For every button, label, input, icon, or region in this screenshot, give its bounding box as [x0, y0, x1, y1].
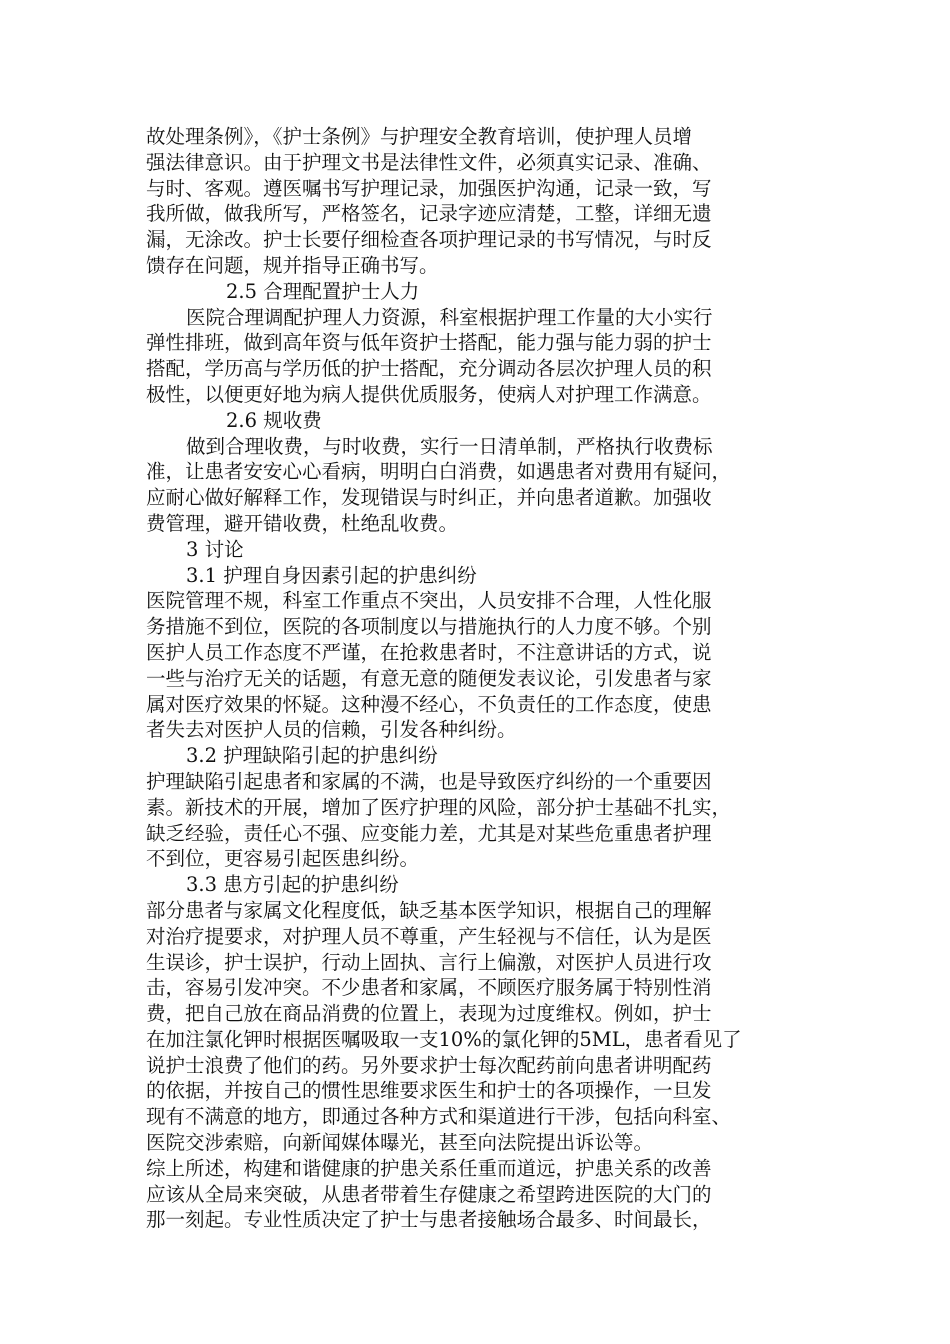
text-line: 我所做，做我所写，严格签名，记录字迹应清楚，工整，详细无遗: [146, 202, 712, 226]
text-line: 馈存在问题，规并指导正确书写。: [146, 253, 439, 277]
text-line: 3.3 患方引起的护患纠纷: [186, 873, 399, 897]
text-line: 生误诊，护士误护，行动上固执、言行上偏激，对医护人员进行攻: [146, 950, 712, 974]
text-line: 综上所述，构建和谐健康的护患关系任重而道远，护患关系的改善: [146, 1156, 712, 1180]
document-body: [146, 124, 826, 1233]
text-line: 与时、客观。遵医嘱书写护理记录，加强医护沟通，记录一致，写: [146, 176, 712, 200]
text-line: 素。新技术的开展，增加了医疗护理的风险，部分护士基础不扎实，: [146, 795, 732, 819]
text-line: 在加注氯化钾时根据医嘱吸取一支10%的氯化钾的5ML，患者看见了: [146, 1027, 742, 1051]
text-line: 费管理，避开错收费，杜绝乱收费。: [146, 511, 459, 535]
text-line: 说护士浪费了他们的药。另外要求护士每次配药前向患者讲明配药: [146, 1053, 712, 1077]
text-line: 医护人员工作态度不严谨，在抢救患者时，不注意讲话的方式，说: [146, 640, 712, 664]
text-line: 3 讨论: [186, 537, 244, 561]
text-line: 2.5 合理配置护士人力: [226, 279, 420, 303]
text-line: 准，让患者安安心心看病，明明白白消费，如遇患者对费用有疑问，: [146, 460, 732, 484]
text-line: 3.2 护理缺陷引起的护患纠纷: [186, 744, 438, 768]
text-line: 护理缺陷引起患者和家属的不满，也是导致医疗纠纷的一个重要因: [146, 769, 712, 793]
text-line: 对治疗提要求，对护理人员不尊重，产生轻视与不信任，认为是医: [146, 924, 712, 948]
text-line: 漏，无涂改。护士长要仔细检查各项护理记录的书写情况，与时反: [146, 228, 712, 252]
text-line: 缺乏经验，责任心不强、应变能力差，尤其是对某些危重患者护理: [146, 821, 712, 845]
text-line: 2.6 规收费: [226, 408, 322, 432]
text-line: 那一刻起。专业性质决定了护士与患者接触场合最多、时间最长，: [146, 1208, 712, 1232]
text-line: 做到合理收费，与时收费，实行一日清单制，严格执行收费标: [186, 434, 713, 458]
text-line: 极性，以便更好地为病人提供优质服务，使病人对护理工作满意。: [146, 382, 712, 406]
text-line: 医院合理调配护理人力资源，科室根据护理工作量的大小实行: [186, 305, 713, 329]
text-line: 医院交涉索赔，向新闻媒体曝光，甚至向法院提出诉讼等。: [146, 1131, 654, 1155]
text-line: 应该从全局来突破，从患者带着生存健康之希望跨进医院的大门的: [146, 1182, 712, 1206]
text-line: 医院管理不规，科室工作重点不突出，人员安排不合理，人性化服: [146, 589, 712, 613]
text-line: 击，容易引发冲突。不少患者和家属，不顾医疗服务属于特别性消: [146, 976, 712, 1000]
text-line: 不到位，更容易引起医患纠纷。: [146, 847, 420, 871]
text-line: 3.1 护理自身因素引起的护患纠纷: [186, 563, 477, 587]
text-line: 应耐心做好解释工作，发现错误与时纠正，并向患者道歉。加强收: [146, 486, 712, 510]
text-line: 者失去对医护人员的信赖，引发各种纠纷。: [146, 718, 517, 742]
text-line: 弹性排班，做到高年资与低年资护士搭配，能力强与能力弱的护士: [146, 331, 712, 355]
text-line: 搭配，学历高与学历低的护士搭配，充分调动各层次护理人员的积: [146, 357, 712, 381]
text-line: 务措施不到位，医院的各项制度以与措施执行的人力度不够。个别: [146, 615, 712, 639]
text-line: 的依据，并按自己的惯性思维要求医生和护士的各项操作，一旦发: [146, 1079, 712, 1103]
text-line: 现有不满意的地方，即通过各种方式和渠道进行干涉，包括向科室、: [146, 1105, 732, 1129]
text-line: 属对医疗效果的怀疑。这种漫不经心，不负责任的工作态度，使患: [146, 692, 712, 716]
text-line: 费，把自己放在商品消费的位置上，表现为过度维权。例如，护士: [146, 1002, 712, 1026]
text-line: 故处理条例》，《护士条例》与护理安全教育培训，使护理人员增: [146, 125, 693, 148]
text-line: 部分患者与家属文化程度低，缺乏基本医学知识，根据自己的理解: [146, 898, 712, 922]
text-line: 一些与治疗无关的话题，有意无意的随便发表议论，引发患者与家: [146, 666, 712, 690]
text-line: 强法律意识。由于护理文书是法律性文件，必须真实记录、准确、: [146, 150, 712, 174]
